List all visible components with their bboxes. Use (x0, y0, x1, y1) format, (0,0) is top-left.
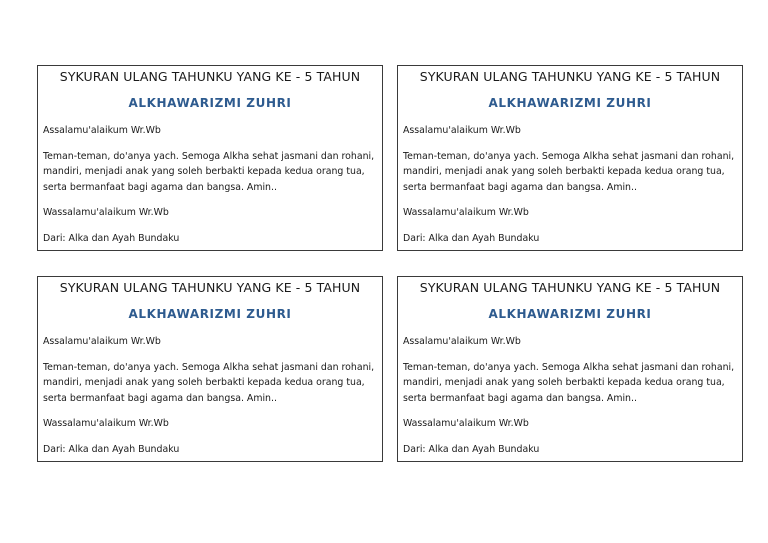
card-message: Teman-teman, do'anya yach. Semoga Alkha sehat jasmani dan rohani, mandiri, menjadi anak yang soleh berbakti kepada kedua orang tua, serta bermanfaat bagi agama dan bangsa. Amin.. (403, 150, 735, 193)
card-closing: Wassalamu'alaikum Wr.Wb (403, 207, 529, 218)
invitation-card (397, 276, 743, 462)
card-closing: Wassalamu'alaikum Wr.Wb (403, 418, 529, 429)
card-name: ALKHAWARIZMI ZUHRI (128, 307, 292, 321)
invitation-card (37, 65, 383, 251)
card-message: Teman-teman, do'anya yach. Semoga Alkha sehat jasmani dan rohani, mandiri, menjadi anak yang soleh berbakti kepada kedua orang tua, serta bermanfaat bagi agama dan bangsa. Amin.. (43, 361, 375, 404)
card-title: SYKURAN ULANG TAHUNKU YANG KE - 5 TAHUN (419, 69, 721, 84)
card-body (403, 123, 736, 246)
card-greeting: Assalamu'alaikum Wr.Wb (43, 336, 161, 347)
card-closing: Wassalamu'alaikum Wr.Wb (43, 207, 169, 218)
card-sender: Dari: Alka dan Ayah Bundaku (43, 232, 180, 244)
card-message: Teman-teman, do'anya yach. Semoga Alkha sehat jasmani dan rohani, mandiri, menjadi anak yang soleh berbakti kepada kedua orang tua, serta bermanfaat bagi agama dan bangsa. Amin.. (403, 361, 735, 404)
card-name: ALKHAWARIZMI ZUHRI (488, 96, 652, 110)
card-greeting: Assalamu'alaikum Wr.Wb (43, 125, 161, 136)
card-closing: Wassalamu'alaikum Wr.Wb (43, 418, 169, 429)
card-sender: Dari: Alka dan Ayah Bundaku (403, 232, 540, 244)
card-sender: Dari: Alka dan Ayah Bundaku (43, 443, 180, 455)
card-body (403, 334, 736, 457)
card-greeting: Assalamu'alaikum Wr.Wb (403, 125, 521, 136)
card-title: SYKURAN ULANG TAHUNKU YANG KE - 5 TAHUN (419, 280, 721, 295)
invitation-card (37, 276, 383, 462)
card-body (43, 334, 376, 457)
card-greeting: Assalamu'alaikum Wr.Wb (403, 336, 521, 347)
card-body (43, 123, 376, 246)
card-name: ALKHAWARIZMI ZUHRI (128, 96, 292, 110)
card-message: Teman-teman, do'anya yach. Semoga Alkha sehat jasmani dan rohani, mandiri, menjadi anak yang soleh berbakti kepada kedua orang tua, serta bermanfaat bagi agama dan bangsa. Amin.. (43, 150, 375, 193)
card-name: ALKHAWARIZMI ZUHRI (488, 307, 652, 321)
card-title: SYKURAN ULANG TAHUNKU YANG KE - 5 TAHUN (59, 69, 361, 84)
card-sender: Dari: Alka dan Ayah Bundaku (403, 443, 540, 455)
card-title: SYKURAN ULANG TAHUNKU YANG KE - 5 TAHUN (59, 280, 361, 295)
invitation-card (397, 65, 743, 251)
